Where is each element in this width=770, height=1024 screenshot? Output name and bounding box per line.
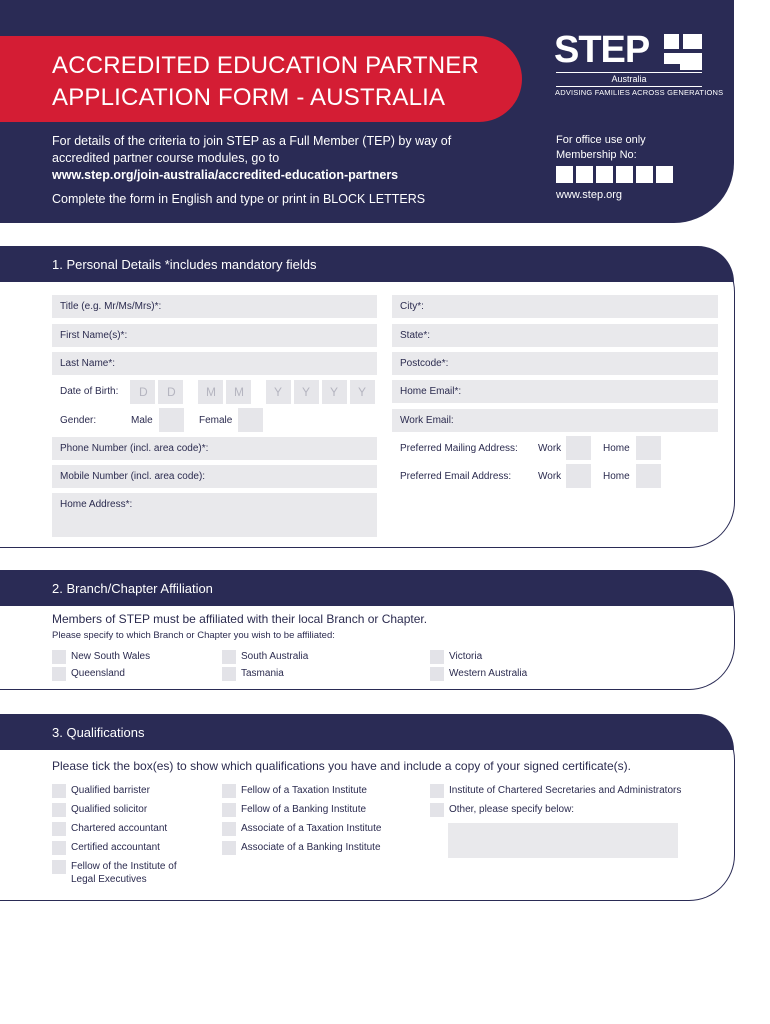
other-specify-field[interactable] (448, 823, 678, 858)
preferred-email-label: Preferred Email Address: (400, 471, 512, 482)
email-work-label: Work (538, 471, 562, 482)
email-home-label: Home (603, 471, 630, 482)
mailing-work-checkbox[interactable] (566, 436, 591, 460)
icsa-label: Institute of Chartered Secretaries and Administrators (449, 785, 682, 796)
membership-box[interactable] (636, 166, 653, 183)
dob-year-placeholder: Y (274, 385, 283, 399)
qld-checkbox[interactable] (52, 667, 66, 681)
preferred-mailing-label: Preferred Mailing Address: (400, 443, 518, 454)
associate-banking-checkbox[interactable] (222, 841, 236, 855)
form-title-line1: ACCREDITED EDUCATION PARTNER (52, 52, 479, 79)
dob-month-placeholder: M (206, 385, 216, 399)
legal-executives-label-2: Legal Executives (71, 874, 147, 885)
male-checkbox[interactable] (159, 408, 184, 432)
associate-taxation-label: Associate of a Taxation Institute (241, 823, 382, 834)
legal-executives-label-1: Fellow of the Institute of (71, 861, 177, 872)
postcode-label: Postcode*: (400, 358, 449, 369)
legal-executives-checkbox[interactable] (52, 860, 66, 874)
female-checkbox[interactable] (238, 408, 263, 432)
male-label: Male (131, 415, 153, 426)
home-email-label: Home Email*: (400, 386, 462, 397)
dob-year-placeholder: Y (358, 385, 367, 399)
city-field[interactable] (392, 295, 718, 318)
female-label: Female (199, 415, 233, 426)
form-title-line2: APPLICATION FORM - AUSTRALIA (52, 84, 446, 111)
membership-box[interactable] (556, 166, 573, 183)
associate-banking-label: Associate of a Banking Institute (241, 842, 381, 853)
fellow-banking-checkbox[interactable] (222, 803, 236, 817)
branch-title: 2. Branch/Chapter Affiliation (52, 581, 213, 596)
wa-label: Western Australia (449, 668, 528, 679)
sa-checkbox[interactable] (222, 650, 236, 664)
dob-year-placeholder: Y (330, 385, 339, 399)
dob-day-placeholder: D (139, 385, 148, 399)
fellow-taxation-checkbox[interactable] (222, 784, 236, 798)
barrister-checkbox[interactable] (52, 784, 66, 798)
fellow-taxation-label: Fellow of a Taxation Institute (241, 785, 367, 796)
tagline: ADVISING FAMILIES ACROSS GENERATIONS (555, 88, 724, 97)
intro-line-4: Complete the form in English and type or print in BLOCK LETTERS (52, 192, 426, 206)
home-address-label: Home Address*: (60, 499, 133, 510)
membership-box[interactable] (596, 166, 613, 183)
nsw-checkbox[interactable] (52, 650, 66, 664)
tas-checkbox[interactable] (222, 667, 236, 681)
certified-accountant-label: Certified accountant (71, 842, 160, 853)
intro-line-2: accredited partner course modules, go to (52, 151, 280, 165)
last-name-label: Last Name*: (60, 358, 116, 369)
branch-instruction: Members of STEP must be affiliated with their local Branch or Chapter. (52, 612, 428, 626)
step-logo-icon (664, 34, 702, 70)
chartered-accountant-label: Chartered accountant (71, 823, 168, 834)
personal-details-title: 1. Personal Details *includes mandatory fields (52, 257, 317, 272)
city-label: City*: (400, 301, 424, 312)
email-home-checkbox[interactable] (636, 464, 661, 488)
phone-label: Phone Number (incl. area code)*: (60, 443, 209, 454)
membership-box[interactable] (656, 166, 673, 183)
solicitor-checkbox[interactable] (52, 803, 66, 817)
fellow-banking-label: Fellow of a Banking Institute (241, 804, 367, 815)
qld-label: Queensland (71, 668, 125, 679)
mobile-label: Mobile Number (incl. area code): (60, 471, 206, 482)
work-email-label: Work Email: (400, 415, 454, 426)
other-checkbox[interactable] (430, 803, 444, 817)
office-use-label: For office use only (556, 134, 646, 146)
solicitor-label: Qualified solicitor (71, 804, 148, 815)
gender-label: Gender: (60, 415, 97, 426)
membership-box[interactable] (616, 166, 633, 183)
sa-label: South Australia (241, 651, 309, 662)
title-field-label: Title (e.g. Mr/Ms/Mrs)*: (60, 301, 162, 312)
associate-taxation-checkbox[interactable] (222, 822, 236, 836)
mailing-home-checkbox[interactable] (636, 436, 661, 460)
dob-month-placeholder: M (234, 385, 244, 399)
vic-checkbox[interactable] (430, 650, 444, 664)
membership-box[interactable] (576, 166, 593, 183)
membership-no-label: Membership No: (556, 149, 637, 161)
intro-line-1: For details of the criteria to join STEP as a Full Member (TEP) by way of (52, 134, 452, 148)
dob-year-placeholder: Y (302, 385, 311, 399)
chartered-accountant-checkbox[interactable] (52, 822, 66, 836)
nsw-label: New South Wales (71, 651, 151, 662)
intro-link[interactable]: www.step.org/join-australia/accredited-education-partners (52, 168, 399, 182)
mailing-work-label: Work (538, 443, 562, 454)
logo-country: Australia (556, 72, 702, 87)
mailing-home-label: Home (603, 443, 630, 454)
state-label: State*: (400, 330, 431, 341)
first-name-label: First Name(s)*: (60, 330, 128, 341)
branch-subinstruction: Please specify to which Branch or Chapter you wish to be affiliated: (52, 630, 335, 641)
qualifications-title: 3. Qualifications (52, 725, 145, 740)
step-logo-text: STEP (554, 29, 650, 71)
tas-label: Tasmania (241, 668, 284, 679)
state-field[interactable] (392, 324, 718, 347)
qualifications-instruction: Please tick the box(es) to show which qualifications you have and include a copy of your signed certificate(s). (52, 759, 631, 773)
barrister-label: Qualified barrister (71, 785, 150, 796)
wa-checkbox[interactable] (430, 667, 444, 681)
email-work-checkbox[interactable] (566, 464, 591, 488)
dob-day-placeholder: D (167, 385, 176, 399)
icsa-checkbox[interactable] (430, 784, 444, 798)
certified-accountant-checkbox[interactable] (52, 841, 66, 855)
vic-label: Victoria (449, 651, 483, 662)
website-text[interactable]: www.step.org (556, 189, 623, 201)
other-label: Other, please specify below: (449, 804, 575, 815)
dob-label: Date of Birth: (60, 386, 119, 397)
